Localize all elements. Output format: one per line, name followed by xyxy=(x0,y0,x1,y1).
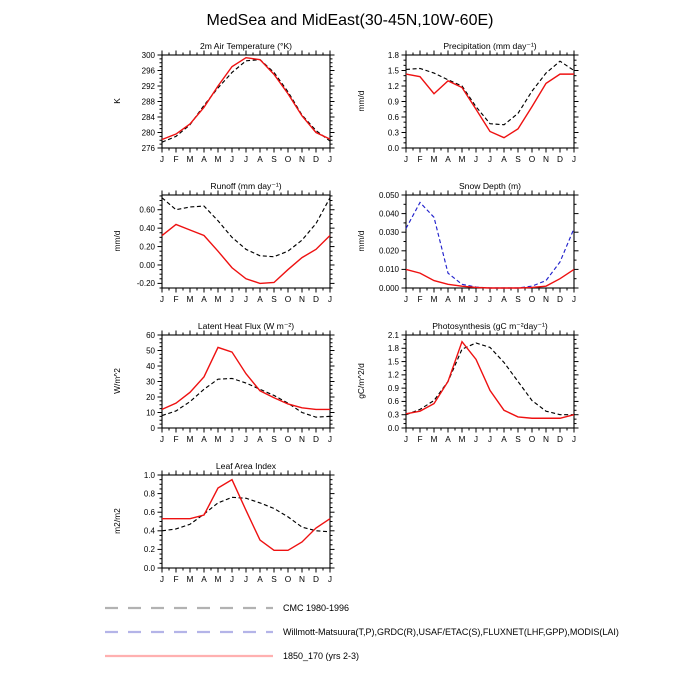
svg-text:M: M xyxy=(214,154,222,164)
solid-line-swatch xyxy=(105,652,275,660)
svg-text:284: 284 xyxy=(141,112,155,122)
svg-text:A: A xyxy=(201,154,207,164)
svg-text:D: D xyxy=(557,294,563,304)
svg-text:1.8: 1.8 xyxy=(387,344,399,354)
svg-text:J: J xyxy=(571,434,577,444)
chart-y-axis-label: W/m^2 xyxy=(112,368,122,394)
svg-text:0.8: 0.8 xyxy=(143,489,155,499)
svg-text:N: N xyxy=(543,294,549,304)
chart-air-temperature xyxy=(100,39,350,174)
svg-text:M: M xyxy=(430,154,438,164)
svg-text:A: A xyxy=(445,294,451,304)
chart-title: Snow Depth (m) xyxy=(458,181,522,191)
svg-text:D: D xyxy=(557,434,563,444)
svg-text:A: A xyxy=(445,154,451,164)
svg-text:276: 276 xyxy=(141,143,155,153)
svg-text:O: O xyxy=(284,294,292,304)
svg-text:J: J xyxy=(159,574,165,584)
svg-text:60: 60 xyxy=(146,330,155,340)
svg-text:0.60: 0.60 xyxy=(139,205,155,215)
chart-y-axis-label: gC/m^2/d xyxy=(356,363,366,399)
svg-text:N: N xyxy=(299,574,305,584)
svg-text:J: J xyxy=(403,434,409,444)
svg-text:J: J xyxy=(243,434,249,444)
chart-title: Runoff (mm day⁻¹) xyxy=(210,181,282,191)
svg-text:0.010: 0.010 xyxy=(378,265,399,275)
chart-runoff xyxy=(100,179,350,314)
svg-text:S: S xyxy=(515,154,521,164)
chart-y-axis-label: mm/d xyxy=(112,230,122,252)
svg-text:A: A xyxy=(257,434,263,444)
svg-text:J: J xyxy=(229,434,235,444)
svg-text:A: A xyxy=(501,154,507,164)
svg-text:0.6: 0.6 xyxy=(387,112,399,122)
svg-text:S: S xyxy=(271,154,277,164)
chart-photosynthesis xyxy=(344,319,594,454)
svg-text:1.5: 1.5 xyxy=(387,357,399,367)
chart-title: Precipitation (mm day⁻¹) xyxy=(443,41,537,51)
svg-text:0.00: 0.00 xyxy=(139,260,155,270)
svg-text:J: J xyxy=(327,154,333,164)
svg-text:1.5: 1.5 xyxy=(387,66,399,76)
svg-text:N: N xyxy=(299,294,305,304)
svg-text:0: 0 xyxy=(150,423,155,433)
svg-text:J: J xyxy=(403,294,409,304)
svg-text:O: O xyxy=(528,154,536,164)
svg-text:M: M xyxy=(430,294,438,304)
svg-text:292: 292 xyxy=(141,81,155,91)
svg-text:0.40: 0.40 xyxy=(139,223,155,233)
svg-text:0.050: 0.050 xyxy=(378,190,399,200)
svg-text:J: J xyxy=(159,294,165,304)
svg-text:0.2: 0.2 xyxy=(143,545,155,555)
svg-text:288: 288 xyxy=(141,97,155,107)
svg-text:0.0: 0.0 xyxy=(387,143,399,153)
legend-item-cmc xyxy=(105,596,619,620)
svg-text:A: A xyxy=(501,434,507,444)
svg-text:O: O xyxy=(284,154,292,164)
svg-text:J: J xyxy=(243,154,249,164)
svg-text:A: A xyxy=(201,574,207,584)
svg-text:10: 10 xyxy=(146,408,155,418)
svg-text:N: N xyxy=(299,154,305,164)
svg-text:0.3: 0.3 xyxy=(387,410,399,420)
photosynthesis-plot xyxy=(344,319,594,454)
figure-title: MedSea and MidEast(30-45N,10W-60E) xyxy=(206,12,494,29)
air-temperature-plot xyxy=(100,39,350,174)
svg-text:M: M xyxy=(186,294,194,304)
svg-text:J: J xyxy=(327,294,333,304)
svg-text:M: M xyxy=(214,574,222,584)
svg-text:0.0: 0.0 xyxy=(143,563,155,573)
svg-text:300: 300 xyxy=(141,50,155,60)
chart-title: Leaf Area Index xyxy=(215,461,277,471)
chart-title: 2m Air Temperature (°K) xyxy=(199,41,293,51)
legend xyxy=(105,596,619,668)
svg-text:0.3: 0.3 xyxy=(387,128,399,138)
svg-text:N: N xyxy=(543,434,549,444)
svg-text:J: J xyxy=(487,154,493,164)
svg-text:40: 40 xyxy=(146,361,155,371)
chart-title: Latent Heat Flux (W m⁻²) xyxy=(197,321,295,331)
svg-text:F: F xyxy=(417,294,423,304)
svg-text:J: J xyxy=(473,434,479,444)
svg-text:J: J xyxy=(487,434,493,444)
svg-text:F: F xyxy=(417,154,423,164)
svg-text:0.9: 0.9 xyxy=(387,383,399,393)
svg-text:N: N xyxy=(543,154,549,164)
svg-text:S: S xyxy=(271,574,277,584)
dashed-line-swatch xyxy=(105,628,275,636)
svg-text:D: D xyxy=(313,434,319,444)
runoff-plot xyxy=(100,179,350,314)
chart-precipitation xyxy=(344,39,594,174)
svg-text:J: J xyxy=(229,294,235,304)
svg-text:J: J xyxy=(229,154,235,164)
svg-text:S: S xyxy=(271,434,277,444)
svg-text:0.000: 0.000 xyxy=(378,283,399,293)
svg-text:A: A xyxy=(257,574,263,584)
dashed-line-swatch xyxy=(105,604,275,612)
svg-text:S: S xyxy=(515,434,521,444)
svg-text:0.6: 0.6 xyxy=(387,397,399,407)
svg-text:A: A xyxy=(201,434,207,444)
precipitation-plot xyxy=(344,39,594,174)
svg-text:A: A xyxy=(257,154,263,164)
svg-text:J: J xyxy=(473,294,479,304)
svg-text:F: F xyxy=(173,434,179,444)
chart-y-axis-label: m2/m2 xyxy=(112,508,122,534)
legend-label: 1850_170 (yrs 2-3) xyxy=(283,651,360,661)
legend-item-observations xyxy=(105,620,619,644)
chart-leaf-area-index xyxy=(100,459,350,594)
svg-text:A: A xyxy=(501,294,507,304)
svg-text:0.9: 0.9 xyxy=(387,97,399,107)
svg-text:F: F xyxy=(173,294,179,304)
svg-text:O: O xyxy=(528,434,536,444)
svg-text:M: M xyxy=(458,434,466,444)
svg-text:M: M xyxy=(186,434,194,444)
svg-text:296: 296 xyxy=(141,66,155,76)
legend-label: Willmott-Matsuura(T,P),GRDC(R),USAF/ETAC(S),FLUXNET(LHF,GPP),MODIS(LAI) xyxy=(283,627,619,637)
legend-item-model xyxy=(105,644,619,668)
chart-snow-depth xyxy=(344,179,594,314)
svg-text:J: J xyxy=(229,574,235,584)
svg-text:A: A xyxy=(201,294,207,304)
svg-text:M: M xyxy=(214,434,222,444)
svg-text:O: O xyxy=(528,294,536,304)
svg-text:0.030: 0.030 xyxy=(378,228,399,237)
svg-text:D: D xyxy=(313,154,319,164)
svg-text:0.040: 0.040 xyxy=(378,209,399,219)
svg-text:J: J xyxy=(571,294,577,304)
svg-text:280: 280 xyxy=(141,128,155,138)
svg-text:D: D xyxy=(313,574,319,584)
svg-text:A: A xyxy=(257,294,263,304)
svg-text:F: F xyxy=(173,154,179,164)
svg-text:O: O xyxy=(284,434,292,444)
svg-text:S: S xyxy=(271,294,277,304)
svg-text:D: D xyxy=(313,294,319,304)
svg-text:N: N xyxy=(299,434,305,444)
chart-latent-heat-flux xyxy=(100,319,350,454)
svg-text:1.2: 1.2 xyxy=(387,370,399,380)
svg-text:0.6: 0.6 xyxy=(143,508,155,517)
chart-y-axis-label: mm/d xyxy=(356,90,366,112)
snow-depth-plot xyxy=(344,179,594,314)
svg-text:A: A xyxy=(445,434,451,444)
svg-text:O: O xyxy=(284,574,292,584)
svg-text:2.1: 2.1 xyxy=(387,330,399,340)
svg-text:J: J xyxy=(473,154,479,164)
svg-text:J: J xyxy=(327,434,333,444)
svg-text:1.8: 1.8 xyxy=(387,50,399,60)
svg-text:0.0: 0.0 xyxy=(387,423,399,433)
svg-text:M: M xyxy=(458,294,466,304)
svg-text:1.0: 1.0 xyxy=(143,470,155,480)
svg-text:J: J xyxy=(327,574,333,584)
svg-text:M: M xyxy=(430,434,438,444)
svg-text:0.20: 0.20 xyxy=(139,242,155,252)
leaf-area-index-plot xyxy=(100,459,350,594)
svg-text:30: 30 xyxy=(146,377,155,387)
svg-text:J: J xyxy=(159,434,165,444)
svg-text:F: F xyxy=(173,574,179,584)
legend-label: CMC 1980-1996 xyxy=(283,603,350,613)
chart-y-axis-label: mm/d xyxy=(356,230,366,252)
svg-text:J: J xyxy=(571,154,577,164)
svg-text:J: J xyxy=(159,154,165,164)
svg-text:F: F xyxy=(417,434,423,444)
svg-text:D: D xyxy=(557,154,563,164)
chart-y-axis-label: K xyxy=(112,98,122,104)
svg-text:J: J xyxy=(243,574,249,584)
svg-text:M: M xyxy=(458,154,466,164)
svg-text:-0.20: -0.20 xyxy=(136,279,155,289)
svg-text:20: 20 xyxy=(146,392,155,402)
svg-text:50: 50 xyxy=(146,346,155,356)
chart-title: Photosynthesis (gC m⁻²day⁻¹) xyxy=(432,321,548,331)
svg-text:0.020: 0.020 xyxy=(378,246,399,256)
svg-text:M: M xyxy=(186,574,194,584)
latent-heat-flux-plot xyxy=(100,319,350,454)
svg-text:M: M xyxy=(186,154,194,164)
svg-text:S: S xyxy=(515,294,521,304)
svg-text:M: M xyxy=(214,294,222,304)
svg-text:1.2: 1.2 xyxy=(387,81,399,91)
svg-text:J: J xyxy=(487,294,493,304)
svg-text:J: J xyxy=(403,154,409,164)
svg-text:J: J xyxy=(243,294,249,304)
svg-text:0.4: 0.4 xyxy=(143,526,155,536)
